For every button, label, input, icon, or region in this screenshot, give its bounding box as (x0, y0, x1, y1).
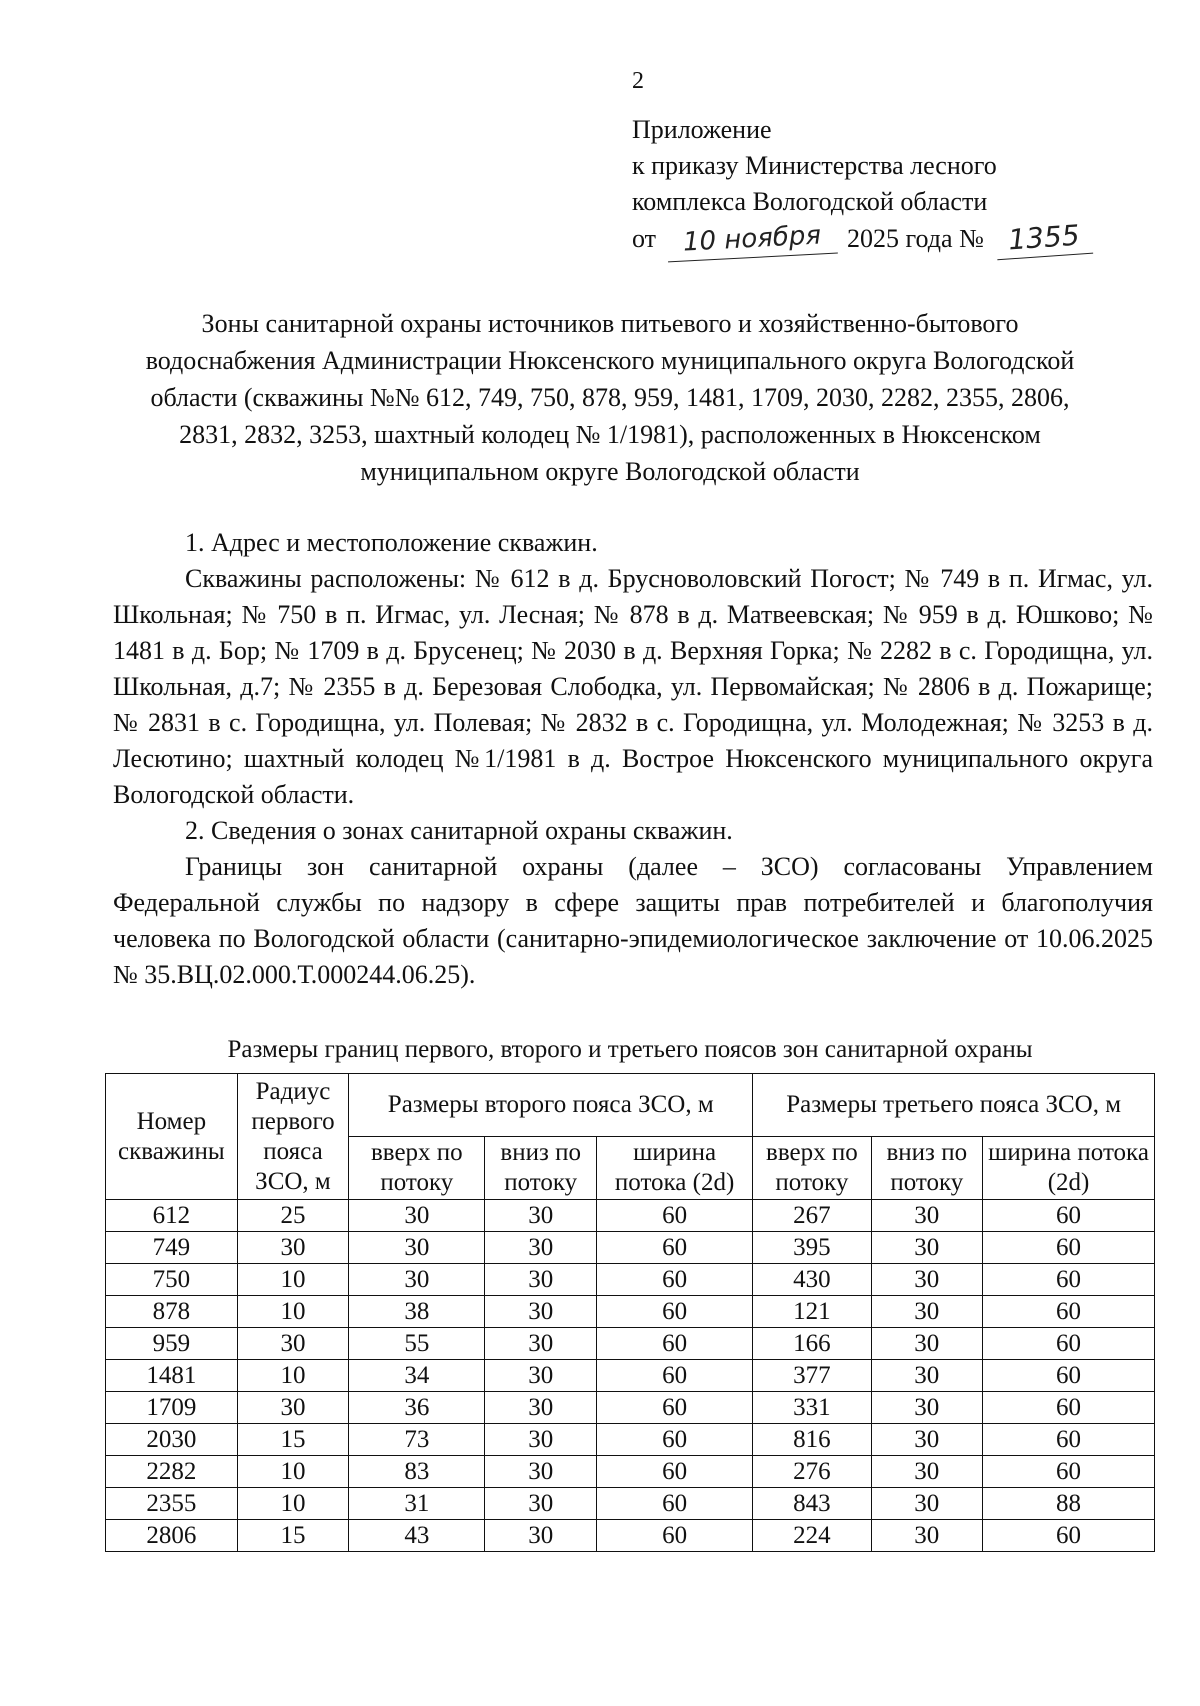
cell-first-radius: 15 (237, 1520, 349, 1552)
cell-second-downstream: 30 (485, 1200, 597, 1232)
cell-second-downstream: 30 (485, 1232, 597, 1264)
cell-first-radius: 15 (237, 1424, 349, 1456)
cell-well-number: 750 (106, 1264, 238, 1296)
table-row (106, 1232, 1155, 1264)
cell-second-downstream: 30 (485, 1520, 597, 1552)
cell-well-number: 1481 (106, 1360, 238, 1392)
handwritten-date: 10 ноября (666, 217, 838, 263)
cell-second-downstream: 30 (485, 1424, 597, 1456)
page-number: 2 (632, 68, 644, 94)
document-title (110, 305, 1110, 490)
cell-well-number: 959 (106, 1328, 238, 1360)
cell-well-number: 1709 (106, 1392, 238, 1424)
cell-third-downstream: 30 (871, 1424, 983, 1456)
cell-second-upstream: 30 (349, 1200, 485, 1232)
cell-third-upstream: 377 (753, 1360, 871, 1392)
cell-second-downstream: 30 (485, 1360, 597, 1392)
cell-third-downstream: 30 (871, 1264, 983, 1296)
cell-well-number: 2282 (106, 1456, 238, 1488)
cell-third-upstream: 276 (753, 1456, 871, 1488)
cell-second-width: 60 (597, 1392, 753, 1424)
section1-text: Скважины расположены: № 612 в д. Брусноволовский Погост; № 749 в п. Игмас, ул. Школьная; № 750 в п. Игмас, ул. Лесная; № 878 в д. Матвеевская; № 959 в д. Юшково; № 1481 в д. Бор; № 1709 в д. Брусенец; № 2030 в д. Верхняя Горка; № 2282 в с. Городищна, ул. Школьная, д.7; № 2355 в д. Березовая Слободка, ул. Первомайская; № 2806 в д. Пожарище; № 2831 в с. Городищна, ул. Полевая; № 2832 в с. Городищна, ул. Молодежная; № 3253 в д. Лесютино; шахтный колодец №1/1981 в д. Вострое Нюксенского муниципального округа Вологодской области. (113, 564, 1153, 809)
header-first-belt-radius: Радиус первого пояса ЗСО, м (237, 1074, 349, 1200)
cell-second-upstream: 30 (349, 1264, 485, 1296)
cell-second-width: 60 (597, 1488, 753, 1520)
cell-third-width: 88 (983, 1488, 1155, 1520)
body-text (113, 525, 1153, 993)
cell-third-downstream: 30 (871, 1520, 983, 1552)
header-second-upstream: вверх по потоку (349, 1137, 485, 1200)
cell-third-width: 60 (983, 1328, 1155, 1360)
cell-third-downstream: 30 (871, 1392, 983, 1424)
title-line: Зоны санитарной охраны источников питьевого и хозяйственно-бытового (201, 309, 1019, 338)
handwritten-order-number: 1355 (995, 217, 1093, 261)
cell-second-downstream: 30 (485, 1488, 597, 1520)
cell-second-downstream: 30 (485, 1328, 597, 1360)
cell-second-downstream: 30 (485, 1456, 597, 1488)
cell-second-width: 60 (597, 1296, 753, 1328)
cell-second-upstream: 30 (349, 1232, 485, 1264)
title-line: области (скважины №№ 612, 749, 750, 878, 959, 1481, 1709, 2030, 2282, 2355, 2806, (150, 383, 1070, 412)
cell-third-downstream: 30 (871, 1456, 983, 1488)
cell-third-width: 60 (983, 1424, 1155, 1456)
cell-second-width: 60 (597, 1200, 753, 1232)
table-row (106, 1456, 1155, 1488)
cell-third-upstream: 816 (753, 1424, 871, 1456)
cell-third-downstream: 30 (871, 1488, 983, 1520)
cell-third-downstream: 30 (871, 1200, 983, 1232)
cell-third-upstream: 331 (753, 1392, 871, 1424)
table-row (106, 1488, 1155, 1520)
cell-second-downstream: 30 (485, 1296, 597, 1328)
cell-third-downstream: 30 (871, 1232, 983, 1264)
cell-third-width: 60 (983, 1520, 1155, 1552)
year-label: 2025 года № (847, 224, 984, 253)
cell-well-number: 2355 (106, 1488, 238, 1520)
cell-third-width: 60 (983, 1264, 1155, 1296)
cell-second-upstream: 36 (349, 1392, 485, 1424)
table-row (106, 1520, 1155, 1552)
cell-well-number: 612 (106, 1200, 238, 1232)
header-third-upstream: вверх по потоку (753, 1137, 871, 1200)
cell-second-upstream: 31 (349, 1488, 485, 1520)
order-date-number-line (632, 220, 1092, 258)
cell-first-radius: 30 (237, 1392, 349, 1424)
cell-third-width: 60 (983, 1456, 1155, 1488)
cell-second-width: 60 (597, 1232, 753, 1264)
table-row (106, 1296, 1155, 1328)
cell-second-downstream: 30 (485, 1392, 597, 1424)
annex-title: Приложение (632, 115, 772, 144)
header-well-number: Номер скважины (106, 1074, 238, 1200)
cell-third-downstream: 30 (871, 1296, 983, 1328)
cell-third-downstream: 30 (871, 1328, 983, 1360)
cell-first-radius: 25 (237, 1200, 349, 1232)
title-line: 2831, 2832, 3253, шахтный колодец № 1/1981), расположенных в Нюксенском (179, 420, 1041, 449)
annex-line-ministry: комплекса Вологодской области (632, 187, 988, 216)
table-row (106, 1392, 1155, 1424)
table-row (106, 1200, 1155, 1232)
section2-heading: 2. Сведения о зонах санитарной охраны скважин. (185, 816, 733, 845)
cell-third-width: 60 (983, 1296, 1155, 1328)
cell-well-number: 878 (106, 1296, 238, 1328)
header-second-downstream: вниз по потоку (485, 1137, 597, 1200)
cell-third-upstream: 843 (753, 1488, 871, 1520)
cell-third-width: 60 (983, 1232, 1155, 1264)
cell-third-upstream: 121 (753, 1296, 871, 1328)
cell-third-downstream: 30 (871, 1360, 983, 1392)
table-row (106, 1264, 1155, 1296)
cell-first-radius: 10 (237, 1360, 349, 1392)
title-line: муниципальном округе Вологодской области (360, 457, 860, 486)
table-row (106, 1360, 1155, 1392)
cell-first-radius: 30 (237, 1232, 349, 1264)
cell-second-width: 60 (597, 1360, 753, 1392)
cell-well-number: 749 (106, 1232, 238, 1264)
cell-third-upstream: 430 (753, 1264, 871, 1296)
cell-second-width: 60 (597, 1424, 753, 1456)
table-body (106, 1200, 1155, 1552)
table-row (106, 1424, 1155, 1456)
table-row (106, 1328, 1155, 1360)
cell-third-upstream: 395 (753, 1232, 871, 1264)
title-line: водоснабжения Администрации Нюксенского муниципального округа Вологодской (145, 346, 1075, 375)
header-third-belt: Размеры третьего пояса ЗСО, м (753, 1074, 1155, 1137)
header-third-width: ширина потока (2d) (983, 1137, 1155, 1200)
cell-third-upstream: 267 (753, 1200, 871, 1232)
cell-well-number: 2030 (106, 1424, 238, 1456)
cell-second-upstream: 73 (349, 1424, 485, 1456)
cell-third-upstream: 166 (753, 1328, 871, 1360)
cell-second-upstream: 83 (349, 1456, 485, 1488)
header-second-belt: Размеры второго пояса ЗСО, м (349, 1074, 753, 1137)
cell-first-radius: 10 (237, 1296, 349, 1328)
cell-first-radius: 10 (237, 1488, 349, 1520)
cell-second-upstream: 38 (349, 1296, 485, 1328)
cell-second-width: 60 (597, 1328, 753, 1360)
cell-first-radius: 10 (237, 1264, 349, 1296)
annex-line-order: к приказу Министерства лесного (632, 151, 997, 180)
from-label: от (632, 224, 657, 253)
cell-third-upstream: 224 (753, 1520, 871, 1552)
zones-table (105, 1073, 1155, 1552)
header-second-width: ширина потока (2d) (597, 1137, 753, 1200)
section2-text: Границы зон санитарной охраны (далее – ЗСО) согласованы Управлением Федеральной службы по надзору в сфере защиты прав потребителей и благополучия человека по Вологодской области (санитарно-эпидемиологическое заключение от 10.06.2025 № 35.ВЦ.02.000.Т.000244.06.25). (113, 852, 1153, 989)
cell-third-width: 60 (983, 1200, 1155, 1232)
cell-third-width: 60 (983, 1360, 1155, 1392)
cell-first-radius: 30 (237, 1328, 349, 1360)
cell-third-width: 60 (983, 1392, 1155, 1424)
cell-second-downstream: 30 (485, 1264, 597, 1296)
header-third-downstream: вниз по потоку (871, 1137, 983, 1200)
annex-block (632, 112, 1092, 258)
cell-second-upstream: 43 (349, 1520, 485, 1552)
section1-heading: 1. Адрес и местоположение скважин. (185, 528, 598, 557)
cell-first-radius: 10 (237, 1456, 349, 1488)
cell-second-width: 60 (597, 1520, 753, 1552)
cell-second-upstream: 34 (349, 1360, 485, 1392)
cell-well-number: 2806 (106, 1520, 238, 1552)
cell-second-width: 60 (597, 1264, 753, 1296)
table-caption: Размеры границ первого, второго и третьего поясов зон санитарной охраны (227, 1036, 1033, 1063)
cell-second-width: 60 (597, 1456, 753, 1488)
cell-second-upstream: 55 (349, 1328, 485, 1360)
